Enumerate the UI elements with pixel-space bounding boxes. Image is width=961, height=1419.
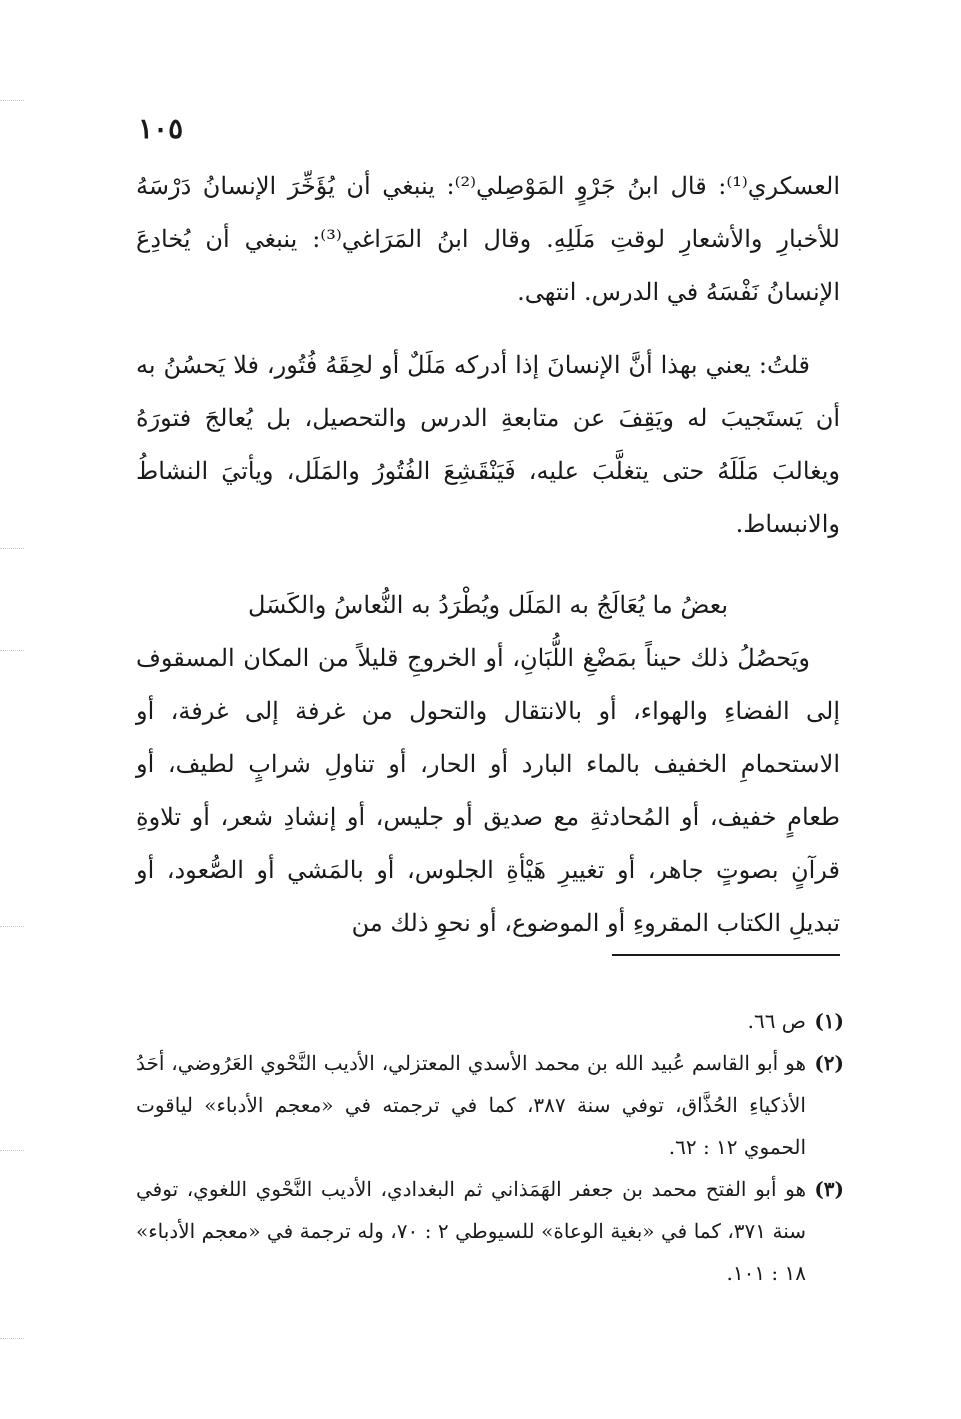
paragraph-1: العسكري⁽¹⁾: قال ابنُ جَرْوٍ المَوْصِلي⁽²⁾: ينبغي أن يُؤَخِّرَ الإنسانُ دَرْسَهُ للأخبارِ والأشعارِ لوقتِ مَلَلِهِ. وقال ابنُ المَرَاغي⁽³⁾: ينبغي أن يُخادِعَ الإنسانُ نَفْسَهُ في الدرس. انتهى.	[136, 172, 840, 306]
footnote-2	[136, 1042, 844, 1168]
margin-dot-line	[0, 1150, 24, 1151]
footnote-text: هو أبو الفتح محمد بن جعفر الهَمَذاني ثم البغدادي، الأديب النَّحْوي اللغوي، توفي سنة ٣٧١، كما في «بغية الوعاة» للسيوطي ٢ : ٧٠، وله ترجمة في «معجم الأدباء» ١٨ : ١٠١.	[136, 1177, 807, 1285]
margin-dot-line	[0, 100, 24, 101]
paragraph-2: قلتُ: يعني بهذا أنَّ الإنسانَ إذا أدركه مَلَلٌ أو لحِقَهُ فُتُور، فلا يَحسُنُ به أن يَستَجيبَ له ويَقِفَ عن متابعةِ الدرس والتحصيل، بل يُعالجَ فتورَهُ ويغالبَ مَلَلَهُ حتى يتغلَّبَ عليه، فَيَنْقَشِعَ الفُتُورُ والمَلَل، ويأتيَ النشاطُ والانبساط.	[136, 351, 840, 538]
section-paragraph: ويَحصُلُ ذلك حيناً بمَضْغِ اللُّبَانِ، أو الخروجِ قليلاً من المكان المسقوف إلى الفضاءِ والهواء، أو بالانتقال والتحول من غرفة إلى غرفة، أو الاستحمامِ الخفيف بالماء البارد أو الحار، أو تناولِ شرابٍ لطيف، أو طعامٍ خفيف، أو المُحادثةِ مع صديق أو جليس، أو إنشادِ شعر، أو تلاوةِ قرآنٍ بصوتٍ جاهر، أو تغييرِ هَيْأةِ الجلوس، أو بالمَشي أو الصُّعود، أو تبديلِ الكتاب المقروءِ أو الموضوع، أو نحوِ ذلك من	[136, 644, 840, 937]
footnote-number: (٢)	[814, 1051, 844, 1075]
footnote-text: ص ٦٦.	[747, 1009, 806, 1033]
main-text	[136, 160, 840, 950]
footnote-1	[136, 1000, 844, 1042]
margin-dot-line	[0, 1338, 24, 1339]
page-number: ١٠٥	[138, 112, 184, 145]
footnotes	[136, 1000, 844, 1294]
margin-dot-line	[0, 926, 24, 927]
footnote-number: (١)	[814, 1009, 844, 1033]
footnote-3	[136, 1168, 844, 1294]
footnote-number: (٣)	[814, 1177, 844, 1201]
margin-dot-line	[0, 548, 24, 549]
margin-dot-line	[0, 650, 24, 651]
footnote-text: هو أبو القاسم عُبيد الله بن محمد الأسدي المعتزلي، الأديب النَّحْوي العَرُوضي، أحَدُ الأذكياءِ الحُذَّاق، توفي سنة ٣٨٧، كما في ترجمته في «معجم الأدباء» لياقوت الحموي ١٢ : ٦٢.	[136, 1051, 806, 1159]
footnote-separator	[612, 954, 840, 956]
section-heading: بعضُ ما يُعَالَجُ به المَلَل ويُطْرَدُ به النُّعاسُ والكَسَل	[247, 591, 728, 619]
